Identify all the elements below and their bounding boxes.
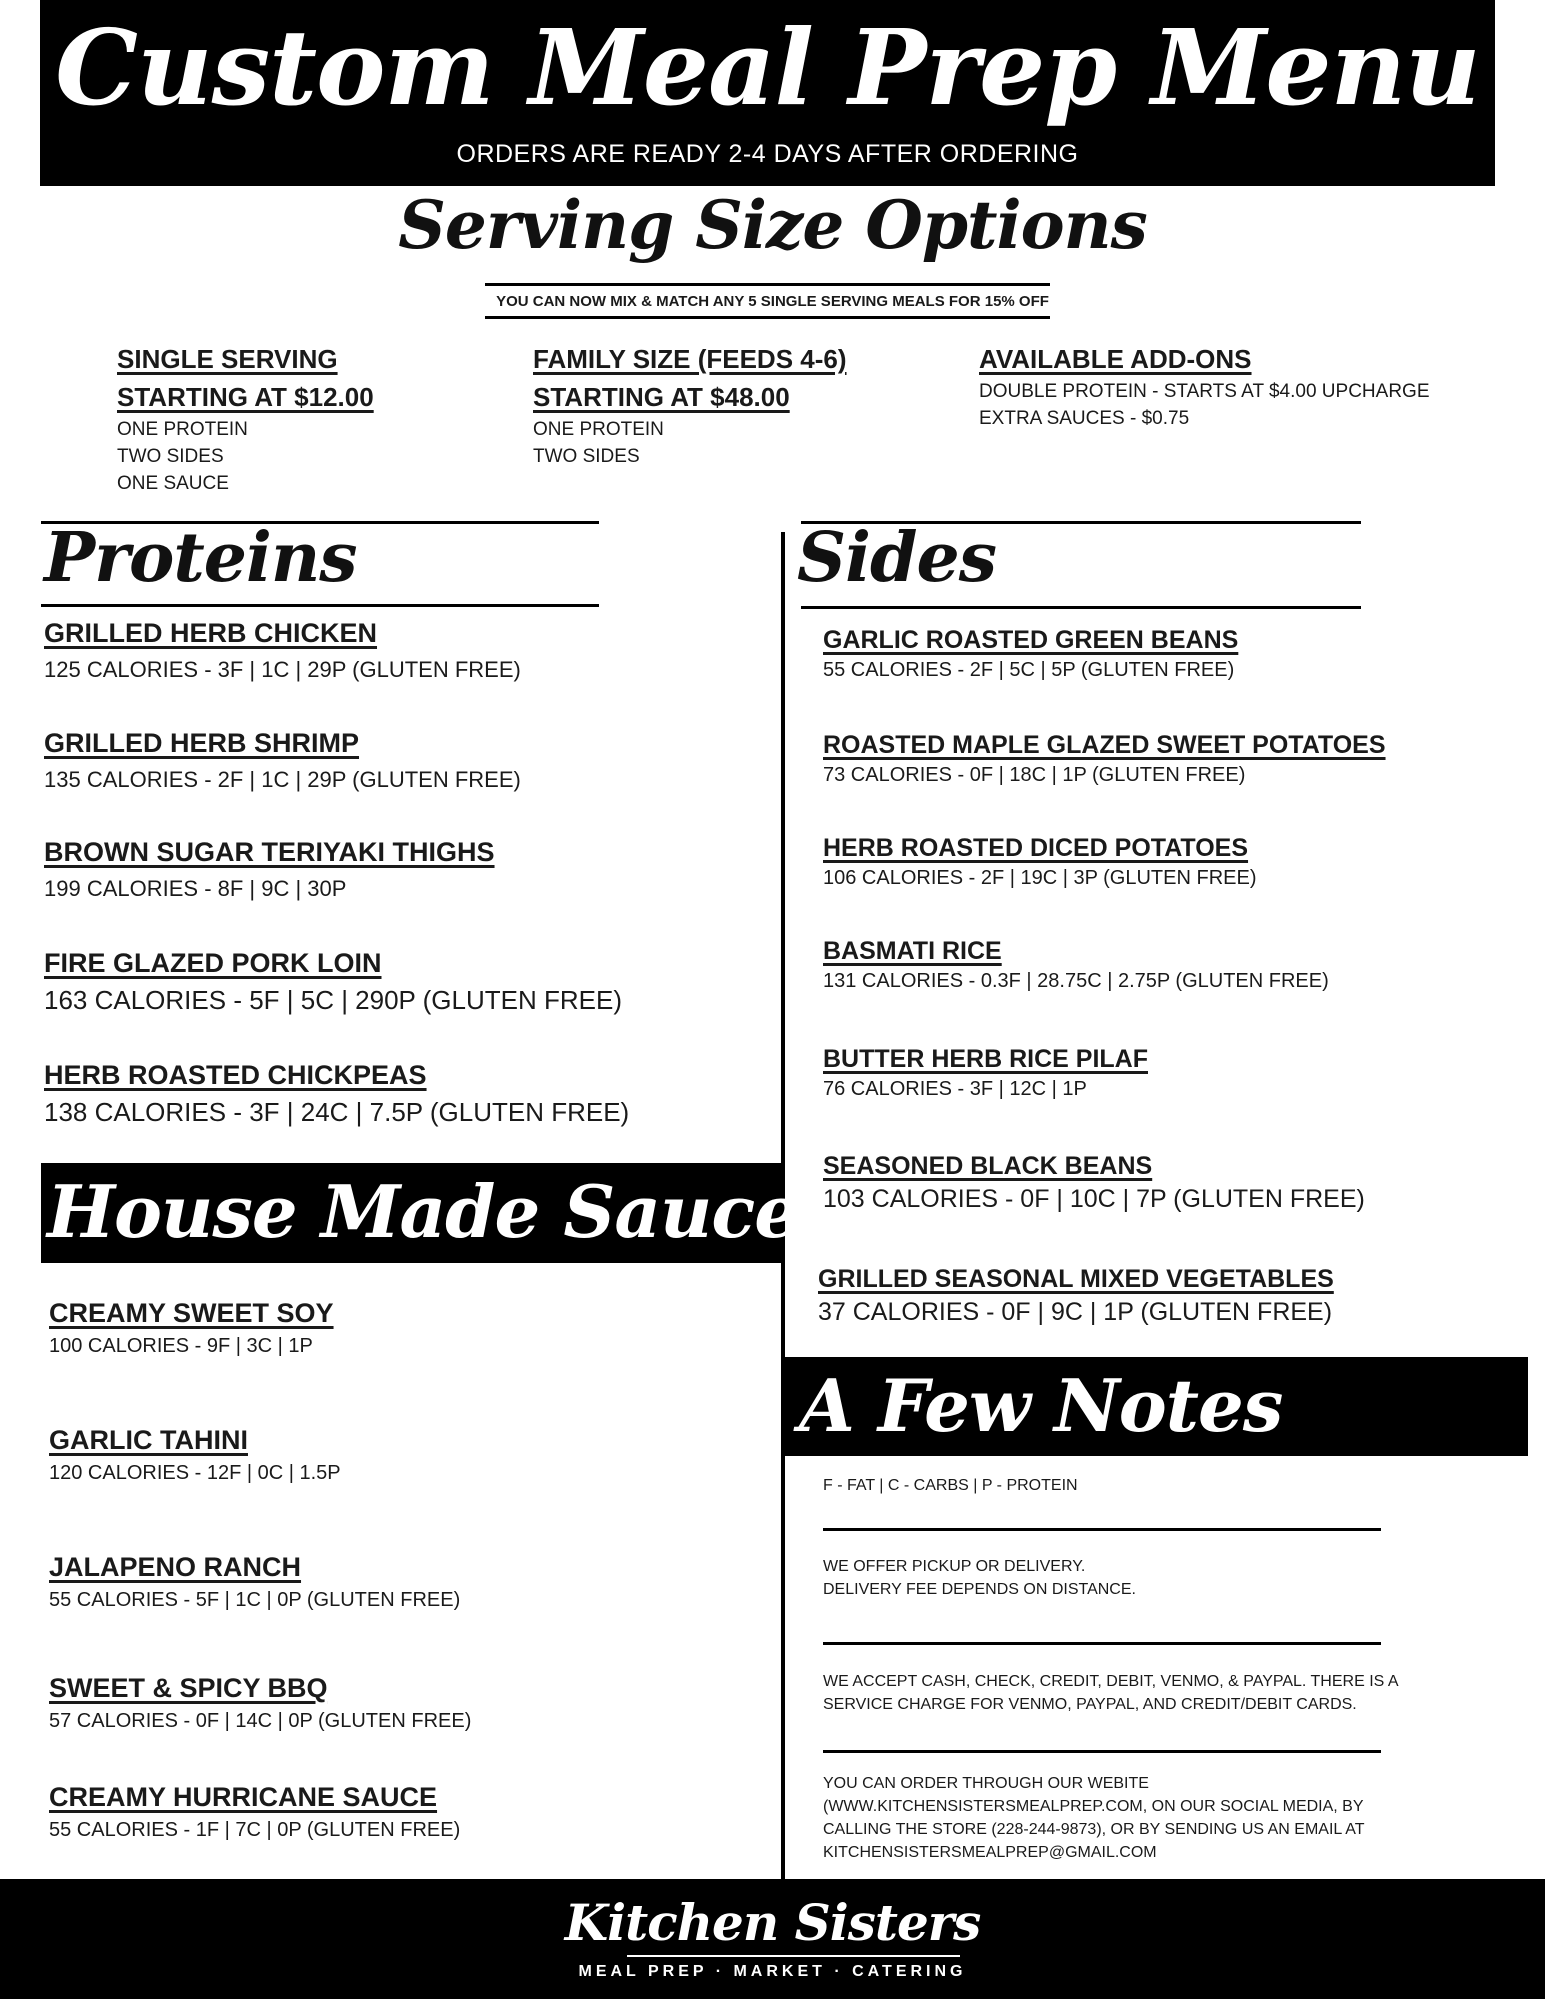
divider	[41, 604, 599, 607]
list-item	[44, 837, 495, 902]
sides-title: Sides	[797, 518, 997, 598]
sauces-banner	[41, 1163, 839, 1263]
list-item	[49, 1298, 334, 1358]
sauce-nutrition: 55 CALORIES - 1F | 7C | 0P (GLUTEN FREE)	[49, 1819, 461, 1841]
option-line: DOUBLE PROTEIN - STARTS AT $4.00 UPCHARGE	[979, 381, 1430, 402]
side-name: SEASONED BLACK BEANS	[823, 1152, 1153, 1180]
single-serving-heading: SINGLE SERVING	[117, 344, 338, 374]
proteins-title: Proteins	[44, 518, 357, 598]
divider	[485, 316, 1050, 319]
note-line: CALLING THE STORE (228-244-9873), OR BY SENDING US AN EMAIL AT	[823, 1821, 1365, 1838]
note-item	[823, 1772, 1365, 1864]
side-name: HERB ROASTED DICED POTATOES	[823, 834, 1249, 862]
side-nutrition: 73 CALORIES - 0F | 18C | 1P (GLUTEN FREE)	[823, 764, 1246, 786]
note-line: F - FAT | C - CARBS | P - PROTEIN	[823, 1477, 1078, 1494]
side-nutrition: 55 CALORIES - 2F | 5C | 5P (GLUTEN FREE)	[823, 659, 1235, 681]
list-item	[44, 728, 521, 793]
notes-title: A Few Notes	[799, 1363, 1283, 1448]
sauce-name: CREAMY HURRICANE SAUCE	[49, 1782, 438, 1812]
list-item	[823, 834, 1257, 890]
list-item	[44, 1060, 629, 1128]
divider	[823, 1528, 1381, 1531]
note-line: (WWW.KITCHENSISTERSMEALPREP.COM, ON OUR SOCIAL MEDIA, BY	[823, 1798, 1364, 1815]
list-item	[44, 618, 521, 683]
protein-nutrition: 163 CALORIES - 5F | 5C | 290P (GLUTEN FREE)	[44, 985, 622, 1015]
list-item	[823, 1045, 1148, 1101]
side-name: GARLIC ROASTED GREEN BEANS	[823, 626, 1239, 654]
sauce-name: SWEET & SPICY BBQ	[49, 1673, 328, 1703]
protein-name: GRILLED HERB CHICKEN	[44, 618, 378, 648]
list-item	[49, 1552, 460, 1612]
protein-name: HERB ROASTED CHICKPEAS	[44, 1060, 427, 1090]
sauce-name: JALAPENO RANCH	[49, 1552, 302, 1582]
protein-name: FIRE GLAZED PORK LOIN	[44, 948, 382, 978]
brand-logo: Kitchen Sisters	[564, 1893, 981, 1952]
divider	[627, 1955, 960, 1957]
sauces-title: House Made Sauces	[47, 1169, 839, 1254]
side-nutrition: 106 CALORIES - 2F | 19C | 3P (GLUTEN FREE)	[823, 867, 1257, 889]
sauce-nutrition: 100 CALORIES - 9F | 3C | 1P	[49, 1335, 313, 1357]
side-name: ROASTED MAPLE GLAZED SWEET POTATOES	[823, 731, 1386, 759]
list-item	[49, 1425, 341, 1485]
side-name: BUTTER HERB RICE PILAF	[823, 1045, 1148, 1073]
page-title: Custom Meal Prep Menu	[55, 6, 1480, 129]
list-item	[49, 1782, 460, 1842]
protein-nutrition: 199 CALORIES - 8F | 9C | 30P	[44, 876, 347, 901]
note-line: WE ACCEPT CASH, CHECK, CREDIT, DEBIT, VENMO, & PAYPAL. THERE IS A	[823, 1673, 1399, 1690]
serving-size-title: Serving Size Options	[398, 186, 1147, 264]
option-line: TWO SIDES	[117, 446, 224, 467]
family-size-option	[533, 340, 953, 470]
side-name: BASMATI RICE	[823, 937, 1002, 965]
divider	[801, 606, 1361, 609]
divider	[823, 1750, 1381, 1753]
note-item	[823, 1474, 1078, 1497]
list-item	[49, 1673, 471, 1733]
sauce-name: GARLIC TAHINI	[49, 1425, 248, 1455]
list-item	[823, 731, 1386, 787]
protein-name: GRILLED HERB SHRIMP	[44, 728, 360, 758]
divider	[485, 283, 1050, 286]
note-line: DELIVERY FEE DEPENDS ON DISTANCE.	[823, 1581, 1136, 1598]
notes-banner	[785, 1357, 1528, 1456]
footer	[0, 1879, 1545, 1999]
sauce-nutrition: 120 CALORIES - 12F | 0C | 1.5P	[49, 1462, 341, 1484]
protein-name: BROWN SUGAR TERIYAKI THIGHS	[44, 837, 495, 867]
family-size-price: STARTING AT $48.00	[533, 382, 790, 412]
note-item	[823, 1555, 1136, 1601]
serving-note: YOU CAN NOW MIX & MATCH ANY 5 SINGLE SERVING MEALS FOR 15% OFF	[496, 293, 1049, 310]
option-line: ONE PROTEIN	[533, 419, 664, 440]
sauce-nutrition: 55 CALORIES - 5F | 1C | 0P (GLUTEN FREE)	[49, 1589, 461, 1611]
divider	[823, 1642, 1381, 1645]
add-ons-option	[979, 340, 1499, 432]
family-size-heading: FAMILY SIZE (FEEDS 4-6)	[533, 344, 847, 374]
single-serving-option	[117, 340, 517, 497]
single-serving-price: STARTING AT $12.00	[117, 382, 374, 412]
side-nutrition: 103 CALORIES - 0F | 10C | 7P (GLUTEN FREE)	[823, 1185, 1365, 1213]
note-line: WE OFFER PICKUP OR DELIVERY.	[823, 1558, 1086, 1575]
note-line: SERVICE CHARGE FOR VENMO, PAYPAL, AND CREDIT/DEBIT CARDS.	[823, 1696, 1357, 1713]
page-subtitle: ORDERS ARE READY 2-4 DAYS AFTER ORDERING	[456, 140, 1079, 168]
option-line: ONE SAUCE	[117, 473, 229, 494]
note-item	[823, 1670, 1399, 1716]
add-ons-heading: AVAILABLE ADD-ONS	[979, 344, 1252, 374]
side-nutrition: 76 CALORIES - 3F | 12C | 1P	[823, 1078, 1087, 1100]
side-name: GRILLED SEASONAL MIXED VEGETABLES	[818, 1265, 1334, 1293]
side-nutrition: 37 CALORIES - 0F | 9C | 1P (GLUTEN FREE)	[818, 1298, 1333, 1326]
side-nutrition: 131 CALORIES - 0.3F | 28.75C | 2.75P (GLUTEN FREE)	[823, 970, 1329, 992]
list-item	[818, 1265, 1334, 1327]
option-line: TWO SIDES	[533, 446, 640, 467]
option-line: ONE PROTEIN	[117, 419, 248, 440]
sauce-nutrition: 57 CALORIES - 0F | 14C | 0P (GLUTEN FREE)	[49, 1710, 472, 1732]
protein-nutrition: 135 CALORIES - 2F | 1C | 29P (GLUTEN FREE)	[44, 767, 521, 792]
protein-nutrition: 125 CALORIES - 3F | 1C | 29P (GLUTEN FREE)	[44, 657, 521, 682]
note-line: KITCHENSISTERSMEALPREP@GMAIL.COM	[823, 1844, 1157, 1861]
list-item	[823, 1152, 1365, 1214]
sauce-name: CREAMY SWEET SOY	[49, 1298, 334, 1328]
header-banner	[40, 0, 1495, 186]
note-line: YOU CAN ORDER THROUGH OUR WEBITE	[823, 1775, 1149, 1792]
list-item	[44, 948, 622, 1016]
protein-nutrition: 138 CALORIES - 3F | 24C | 7.5P (GLUTEN FREE)	[44, 1097, 630, 1127]
list-item	[823, 937, 1329, 993]
brand-tagline: MEAL PREP · MARKET · CATERING	[578, 1963, 967, 1980]
list-item	[823, 626, 1238, 682]
option-line: EXTRA SAUCES - $0.75	[979, 408, 1190, 429]
